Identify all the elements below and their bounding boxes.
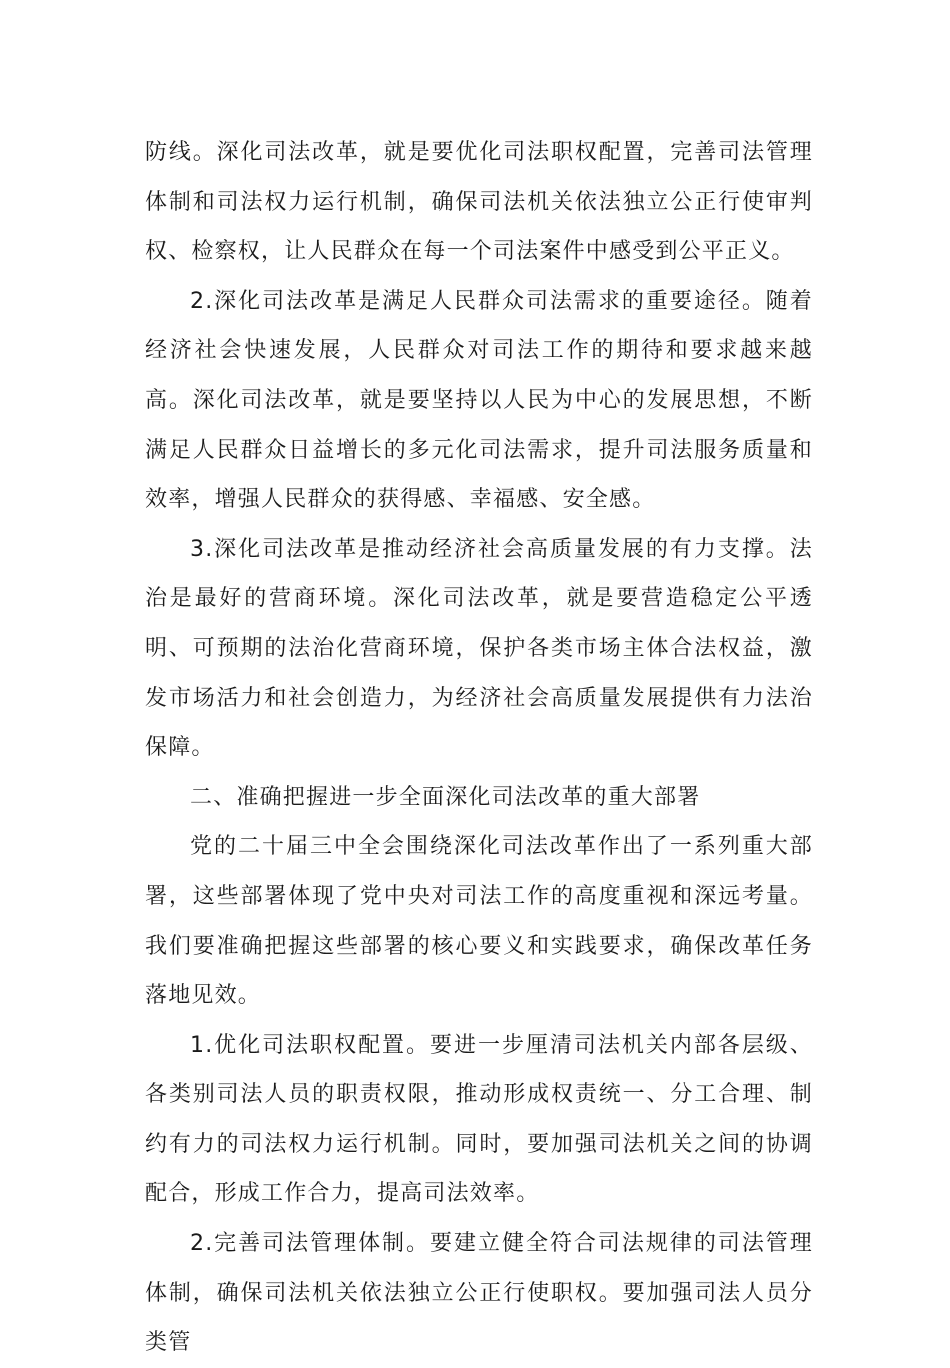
paragraph-deployment-1: 1.优化司法职权配置。要进一步厘清司法机关内部各层级、各类别司法人员的职责权限，推动形成权责统一、分工合理、制约有力的司法权力运行机制。同时，要加强司法机关之间的协调配合，形成工作合力，提高司法效率。 <box>145 1032 813 1207</box>
paragraph-point-3: 3.深化司法改革是推动经济社会高质量发展的有力支撑。法治是最好的营商环境。深化司法改革，就是要营造稳定公平透明、可预期的法治化营商环境，保护各类市场主体合法权益，激发市场活力和社会创造力，为经济社会高质量发展提供有力法治保障。 <box>145 536 813 761</box>
paragraph-point-2: 2.深化司法改革是满足人民群众司法需求的重要途径。随着经济社会快速发展，人民群众对司法工作的期待和要求越来越高。深化司法改革，就是要坚持以人民为中心的发展思想，不断满足人民群众日益增长的多元化司法需求，提升司法服务质量和效率，增强人民群众的获得感、幸福感、安全感。 <box>145 288 813 513</box>
paragraph-continuation: 防线。深化司法改革，就是要优化司法职权配置，完善司法管理体制和司法权力运行机制，确保司法机关依法独立公正行使审判权、检察权，让人民群众在每一个司法案件中感受到公平正义。 <box>145 140 813 265</box>
paragraph-section-intro: 党的二十届三中全会围绕深化司法改革作出了一系列重大部署，这些部署体现了党中央对司法工作的高度重视和深远考量。我们要准确把握这些部署的核心要义和实践要求，确保改革任务落地见效。 <box>145 834 813 1009</box>
section-heading: 二、准确把握进一步全面深化司法改革的重大部署 <box>190 784 701 810</box>
document-body <box>145 128 813 1368</box>
paragraph-deployment-2: 2.完善司法管理体制。要建立健全符合司法规律的司法管理体制，确保司法机关依法独立公正行使职权。要加强司法人员分类管 <box>145 1231 813 1356</box>
